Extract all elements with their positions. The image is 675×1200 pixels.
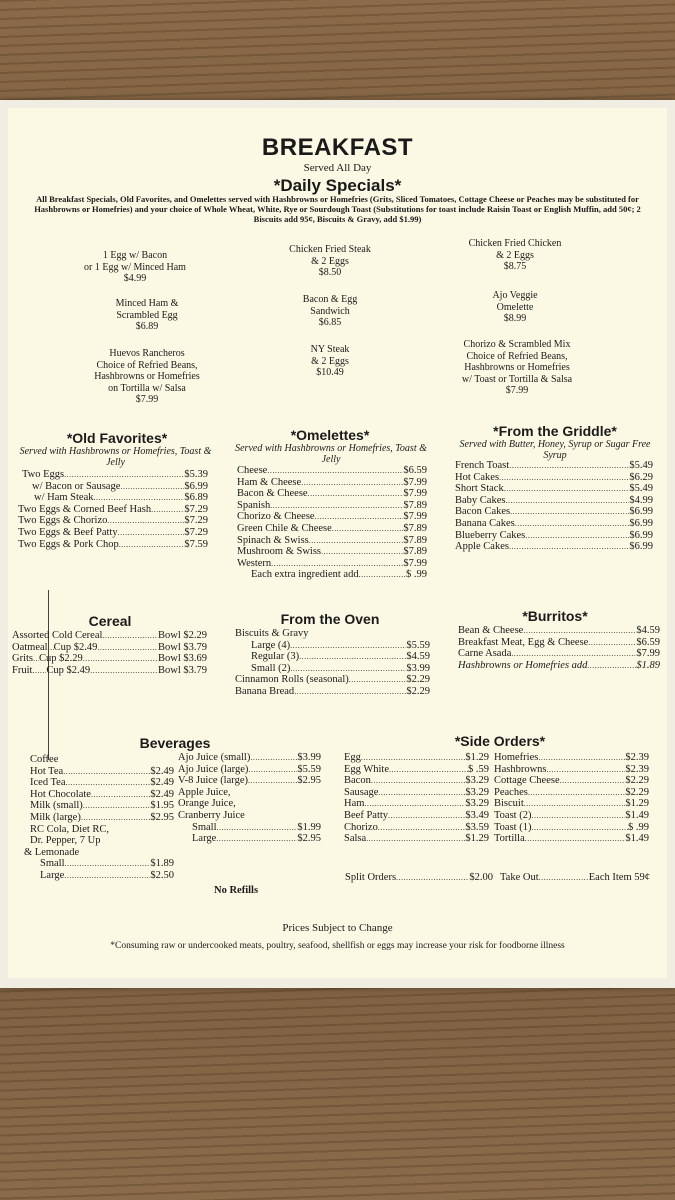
menu-row: Carne Asada ..... $7.99 [458, 648, 660, 660]
menu-row: Assorted Cold Cereal ..... Bowl $2.29 [12, 630, 207, 642]
menu-row: Egg White ..... $ .59 [344, 764, 489, 776]
menu-row: Ham & Cheese ..... $7.99 [237, 477, 427, 489]
menu-row: Hashbrowns or Homefries add ..... $1.89 [458, 660, 660, 672]
menu-row: Green Chile & Cheese ..... $7.89 [237, 523, 427, 535]
menu-row: Two Eggs ..... $5.39 [18, 469, 208, 481]
menu-row: Bean & Cheese ..... $4.59 [458, 625, 660, 637]
menu-row: Two Eggs & Pork Chop ..... $7.59 [18, 539, 208, 551]
special-item: Huevos Rancheros Choice of Refried Beans, Hashbrowns or Homefries on Tortilla w/ Salsa $7.99 [94, 348, 200, 405]
special-item: NY Steak & 2 Eggs $10.49 [310, 344, 350, 378]
menu-row: Spanish ..... $7.89 [237, 500, 427, 512]
menu-row: Two Eggs & Chorizo ..... $7.29 [18, 515, 208, 527]
menu-row: Ajo Juice (large) ..... $5.59 [178, 764, 321, 776]
daily-specials-title: *Daily Specials* [273, 176, 402, 195]
griddle-subtitle: Served with Butter, Honey, Syrup or Sugar Free Syrup [459, 439, 651, 461]
menu-row: Chorizo ..... $3.59 [344, 822, 489, 834]
menu-row: RC Cola, Diet RC, [30, 823, 110, 835]
burritos-list [458, 625, 660, 671]
menu-row: Banana Cakes ..... $6.99 [455, 518, 653, 530]
oven-title: From the Oven [280, 611, 380, 627]
menu-row: Hot Chocolate ..... $2.49 [30, 789, 174, 801]
menu-row: Small ..... $1.89 [30, 858, 174, 870]
biscuits-gravy-heading: Biscuits & Gravy [235, 628, 309, 639]
menu-row: Apple Cakes ..... $6.99 [455, 541, 653, 553]
menu-row: Large ..... $2.50 [30, 870, 174, 882]
griddle-title: *From the Griddle* [493, 423, 617, 439]
burritos-title: *Burritos* [522, 608, 588, 624]
menu-row: Cheese ..... $6.59 [237, 465, 427, 477]
omelettes-title: *Omelettes* [290, 427, 370, 443]
no-refills-note: No Refills [214, 885, 259, 896]
menu-row: Milk (small) ..... $1.95 [30, 800, 174, 812]
menu-row: Hashbrowns ..... $2.39 [494, 764, 649, 776]
menu-row: Mushroom & Swiss ..... $7.89 [237, 546, 427, 558]
menu-row: Short Stack ..... $5.49 [455, 483, 653, 495]
menu-row: Egg ..... $1.29 [344, 752, 489, 764]
menu-row: & Lemonade [24, 846, 80, 858]
menu-row: French Toast ..... $5.49 [455, 460, 653, 472]
oven-list [235, 628, 430, 698]
beverages-right-list [178, 752, 321, 845]
menu-row: Homefries ..... $2.39 [494, 752, 649, 764]
menu-row: Iced Tea ..... $2.49 [30, 777, 174, 789]
menu-row: Oatmeal ..... Cup $2.49 ..... Bowl $3.79 [12, 642, 207, 654]
side-orders-left-list [344, 752, 489, 845]
menu-row: Bacon & Cheese ..... $7.99 [237, 488, 427, 500]
menu-row: Chorizo & Cheese ..... $7.99 [237, 511, 427, 523]
omelettes-list [237, 465, 427, 581]
special-item: Chicken Fried Steak & 2 Eggs $8.50 [289, 244, 371, 278]
menu-row: Toast (1) ..... $ .99 [494, 822, 649, 834]
cereal-title: Cereal [88, 613, 132, 629]
side-orders-title: *Side Orders* [454, 733, 546, 749]
beverages-title: Beverages [139, 735, 211, 751]
menu-row: Dr. Pepper, 7 Up [30, 835, 101, 847]
special-item: Minced Ham & Scrambled Egg $6.89 [115, 298, 179, 332]
daily-specials-note: All Breakfast Specials, Old Favorites, and Omelettes served with Hashbrowns or Homefries (Grits, Sliced Tomatoes, Cottage Cheese or Peaches may be substituted for Hashbrowns or Homefries) and your choice of Whole Wheat, White, Rye or Sourdough Toast (Substitutions for toast include Raisin Toast or English Muffin, add 50¢; 2 Biscuits add 95¢, Biscuits & Gravy, add $1.99) [34, 194, 641, 224]
menu-row: Western ..... $7.99 [237, 558, 427, 570]
menu-row: Bacon Cakes ..... $6.99 [455, 506, 653, 518]
menu-subtitle: Served All Day [303, 162, 372, 174]
special-item: Bacon & Egg Sandwich $6.85 [302, 294, 358, 328]
menu-row: Regular (3) ..... $4.59 [235, 651, 430, 663]
menu-row: Biscuit ..... $1.29 [494, 798, 649, 810]
menu-row: Cinnamon Rolls (seasonal) ..... $2.29 [235, 674, 430, 686]
menu-row: Baby Cakes ..... $4.99 [455, 495, 653, 507]
old-favorites-subtitle: Served with Hashbrowns or Homefries, Toast & Jelly [19, 446, 212, 468]
side-orders-right-list [494, 752, 649, 845]
menu-row: Each extra ingredient add ..... $ .99 [237, 569, 427, 581]
menu-row: Two Eggs & Corned Beef Hash ..... $7.29 [18, 504, 208, 516]
split-orders-row: Split Orders ..... $2.00 [345, 872, 493, 884]
menu-row: Toast (2) ..... $1.49 [494, 810, 649, 822]
special-item: Chorizo & Scrambled Mix Choice of Refried Beans, Hashbrowns or Homefries w/ Toast or Tortilla & Salsa $7.99 [461, 339, 573, 396]
griddle-list [455, 460, 653, 553]
beverages-left-list [24, 754, 174, 882]
special-item: Chicken Fried Chicken & 2 Eggs $8.75 [468, 238, 562, 272]
take-out-row: Take Out ..... Each Item 59¢ [500, 872, 650, 884]
menu-row: Ham ..... $3.29 [344, 798, 489, 810]
menu-row: Banana Bread ..... $2.29 [235, 686, 430, 698]
special-item: 1 Egg w/ Bacon or 1 Egg w/ Minced Ham $4.99 [84, 250, 186, 284]
menu-row: Orange Juice, [178, 798, 236, 810]
menu-row: Small ..... $1.99 [178, 822, 321, 834]
menu-row: Apple Juice, [178, 786, 231, 798]
menu-row: Blueberry Cakes ..... $6.99 [455, 530, 653, 542]
menu-row: Peaches ..... $2.29 [494, 787, 649, 799]
menu-row: Small (2) ..... $3.99 [235, 663, 430, 675]
menu-row: Sausage ..... $3.29 [344, 787, 489, 799]
cereal-list [12, 630, 207, 676]
old-favorites-list [18, 469, 208, 550]
foodborne-disclaimer: *Consuming raw or undercooked meats, poultry, seafood, shellfish or eggs may increase your risk for foodborne illness [110, 941, 565, 951]
menu-title: BREAKFAST [261, 134, 414, 161]
special-item: Ajo Veggie Omelette $8.99 [492, 290, 538, 324]
menu-row: Beef Patty ..... $3.49 [344, 810, 489, 822]
menu-row: Cottage Cheese ..... $2.29 [494, 775, 649, 787]
menu-row: w/ Bacon or Sausage ..... $6.99 [18, 481, 208, 493]
menu-row: Coffee [30, 754, 59, 765]
menu-row: Large (4) ..... $5.59 [235, 640, 430, 652]
menu-row: Bacon ..... $3.29 [344, 775, 489, 787]
menu-row: Breakfast Meat, Egg & Cheese ..... $6.59 [458, 637, 660, 649]
menu-row: Salsa ..... $1.29 [344, 833, 489, 845]
menu-row: Hot Tea ..... $2.49 [30, 766, 174, 778]
menu-row: V-8 Juice (large) ..... $2.95 [178, 775, 321, 787]
menu-row: Two Eggs & Beef Patty ..... $7.29 [18, 527, 208, 539]
menu-row: Hot Cakes ..... $6.29 [455, 472, 653, 484]
menu-row: Milk (large) ..... $2.95 [30, 812, 174, 824]
old-favorites-title: *Old Favorites* [66, 430, 168, 446]
menu-row: Spinach & Swiss ..... $7.89 [237, 535, 427, 547]
menu-row: Grits ..... Cup $2.29 ..... Bowl $3.69 [12, 653, 207, 665]
prices-note: Prices Subject to Change [282, 922, 393, 934]
menu-row: Large ..... $2.95 [178, 833, 321, 845]
omelettes-subtitle: Served with Hashbrowns or Homefries, Toast & Jelly [235, 443, 427, 465]
menu-row: Tortilla ..... $1.49 [494, 833, 649, 845]
menu-row: Cranberry Juice [178, 809, 245, 821]
menu-row: Ajo Juice (small) ..... $3.99 [178, 752, 321, 764]
menu-row: w/ Ham Steak ..... $6.89 [18, 492, 208, 504]
menu-row: Fruit ..... Cup $2.49 ..... Bowl $3.79 [12, 665, 207, 677]
